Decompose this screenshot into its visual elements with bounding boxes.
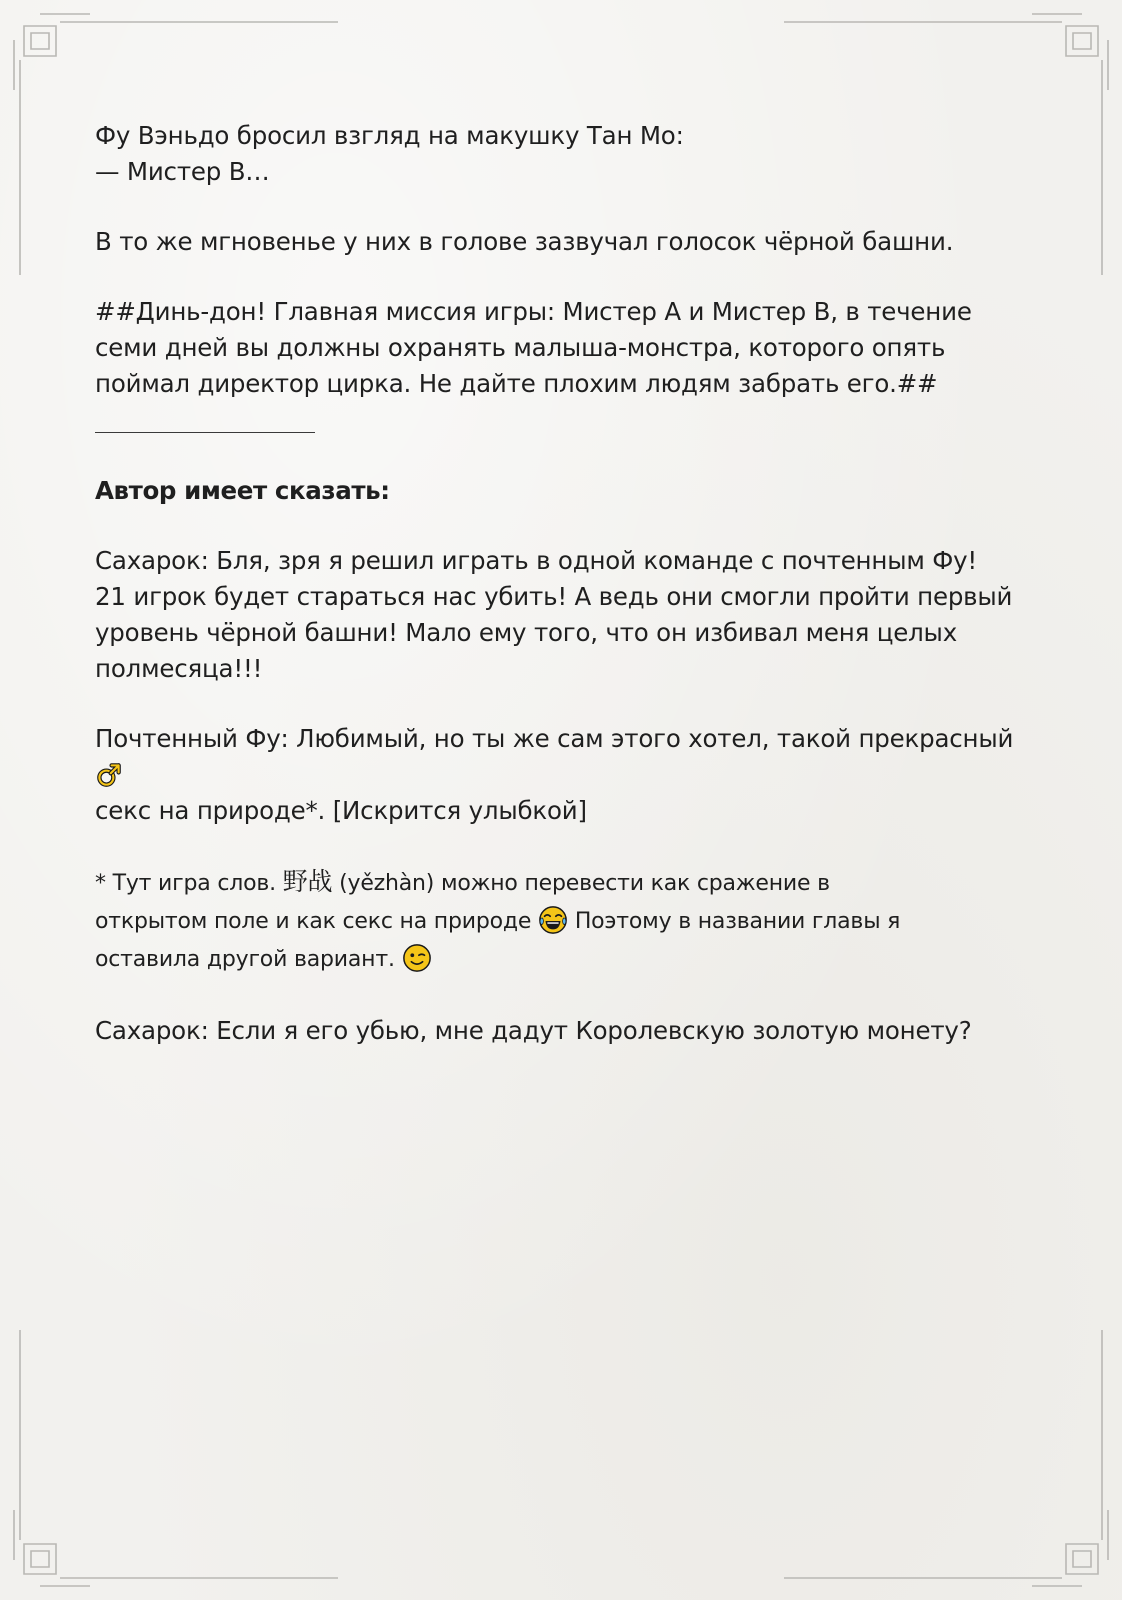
- system-message-paragraph: ##Динь-дон! Главная миссия игры: Мистер A и Мистер B, в течение семи дней вы должны охранять малыша-монстра, которого опять поймал директор цирка. Не дайте плохим людям забрать его.##: [95, 297, 972, 398]
- male-sign-icon: [95, 761, 123, 789]
- dialogue-line: — Мистер B…: [95, 157, 270, 186]
- footnote-text: * Тут игра слов.: [95, 871, 276, 896]
- translator-footnote: [95, 863, 935, 979]
- footnote-text: (yězhàn) можно перевести как сражение в открытом поле и как секс на природе: [95, 871, 830, 934]
- author-note-text: секс на природе*. [Искрится улыбкой]: [95, 796, 587, 825]
- winking-emoji-icon: [402, 943, 432, 973]
- author-note-paragraph: Сахарок: Если я его убью, мне дадут Королевскую золотую монету?: [95, 1016, 972, 1045]
- footnote-text: Поэтому в названии главы я оставила другой вариант.: [95, 909, 901, 972]
- author-note-text: Почтенный Фу: Любимый, но ты же сам этого хотел, такой прекрасный: [95, 724, 1014, 753]
- author-note-paragraph: [95, 721, 1015, 829]
- narration-paragraph: В то же мгновенье у них в голове зазвучал голосок чёрной башни.: [95, 227, 954, 256]
- author-note-paragraph: Сахарок: Бля, зря я решил играть в одной команде с почтенным Фу! 21 игрок будет стараться нас убить! А ведь они смогли пройти первый уровень чёрной башни! Мало ему того, что он избивал меня целых полмесяца!!!: [95, 546, 1013, 683]
- document-body: [95, 118, 1015, 1049]
- footnote-chinese-term: 野战: [282, 867, 333, 896]
- narration-line: Фу Вэньдо бросил взгляд на макушку Тан Мо:: [95, 121, 684, 150]
- tears-of-joy-emoji-icon: [538, 905, 568, 935]
- author-note-heading: Автор имеет сказать:: [95, 476, 390, 505]
